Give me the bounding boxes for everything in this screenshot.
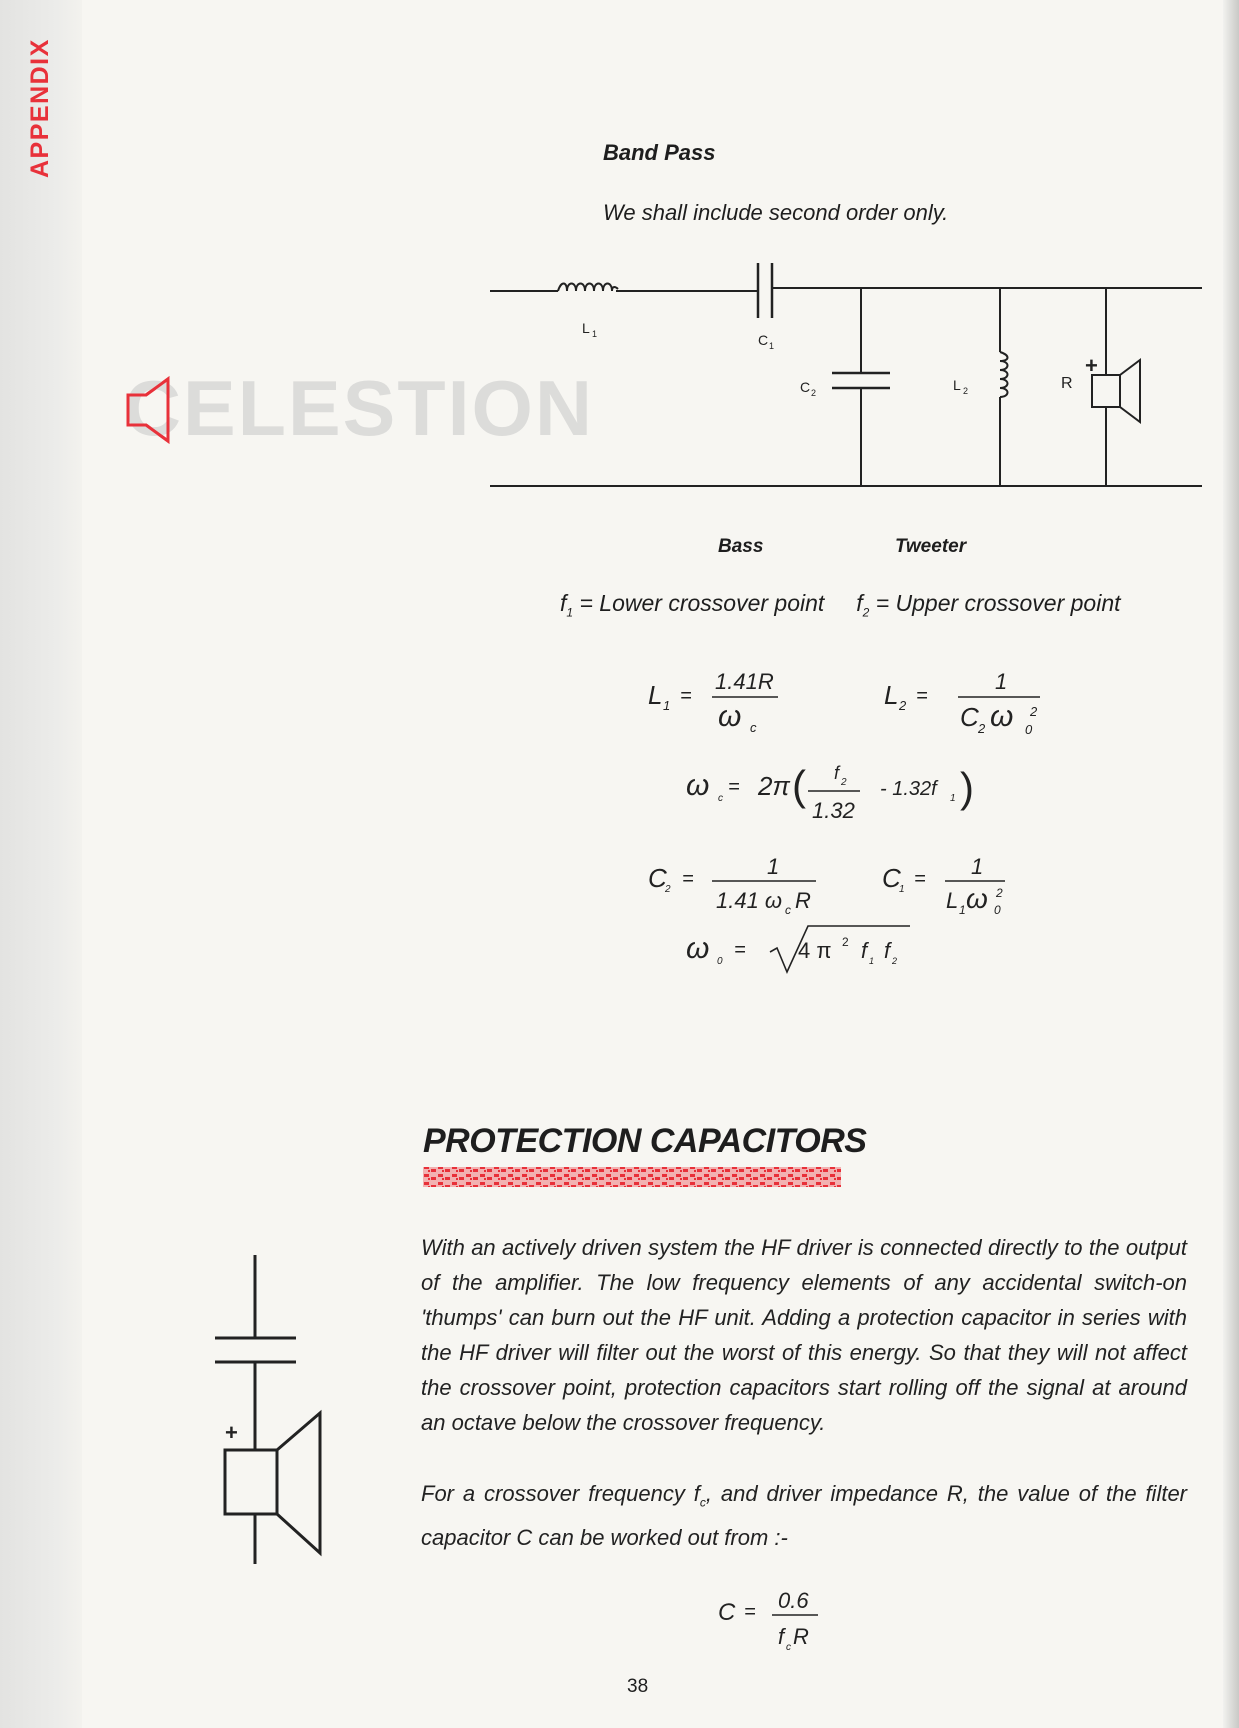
equation-c2	[648, 854, 816, 917]
svg-text:1: 1	[950, 793, 956, 804]
equation-omega-0	[686, 926, 910, 972]
logo-wordmark: CELESTION	[124, 375, 594, 445]
svg-text:c: c	[785, 903, 791, 917]
svg-text:R: R	[795, 888, 811, 913]
svg-text:c: c	[786, 1642, 791, 1653]
svg-text:0.6: 0.6	[778, 1588, 809, 1613]
svg-text:ω: ω	[966, 883, 988, 914]
inductor-l1-coil	[558, 284, 618, 292]
svg-text:4 π: 4 π	[798, 938, 832, 963]
band-pass-circuit	[0, 0, 1239, 520]
protection-paragraph-2: For a crossover frequency $f_c$, and driver impedance R, the value of the filter capacitor C can be worked out from :-	[421, 1481, 1188, 1551]
svg-text:0: 0	[994, 903, 1001, 917]
label-c2: C	[800, 379, 811, 395]
svg-text:=: =	[744, 1601, 756, 1623]
svg-text:1.41R: 1.41R	[715, 669, 774, 694]
hf-driver-speaker-icon	[225, 1413, 320, 1553]
svg-text:=: =	[916, 685, 928, 707]
heading-underline-texture	[423, 1165, 843, 1189]
svg-text:C: C	[648, 863, 667, 893]
svg-text:C: C	[882, 863, 901, 893]
protection-heading: PROTECTION CAPACITORS	[423, 1122, 867, 1160]
svg-text:R: R	[793, 1624, 809, 1649]
inductor-l2-coil	[1000, 352, 1008, 397]
svg-text:1: 1	[995, 669, 1008, 694]
svg-text:C: C	[960, 702, 979, 732]
svg-text:1: 1	[767, 854, 780, 879]
svg-text:1: 1	[869, 956, 875, 966]
equations-block	[0, 650, 1239, 1000]
tweeter-label: Tweeter	[895, 536, 967, 557]
svg-text:f: f	[778, 1624, 785, 1649]
svg-text:C: C	[718, 1599, 736, 1626]
svg-text:ω: ω	[718, 700, 742, 733]
svg-text:f: f	[834, 763, 840, 783]
svg-text:1: 1	[959, 903, 966, 917]
protection-paragraph-1: With an actively driven system the HF driver is connected directly to the output of the amplifier. The low frequency elements of any accidental switch-on 'thumps' can burn out the HF unit. Adding a protection capacitor in series with the HF driver will filter out the worst of this energy. So that they will not affect the crossover point, protection capacitors start rolling off the signal at around an octave below the crossover frequency.	[421, 1235, 1187, 1435]
svg-text:0: 0	[717, 956, 723, 967]
label-l1: L	[582, 320, 590, 336]
protection-capacitor-schematic	[200, 1250, 340, 1570]
svg-text:=: =	[680, 685, 692, 707]
svg-text:2: 2	[811, 388, 817, 398]
f2-definition: = Upper crossover point	[869, 590, 1121, 616]
svg-text:1: 1	[899, 884, 905, 895]
svg-text:2: 2	[963, 386, 969, 396]
equation-l1	[648, 669, 778, 735]
label-c1: C	[758, 332, 769, 348]
svg-text:2π: 2π	[758, 771, 790, 801]
page-number: 38	[627, 1676, 649, 1697]
svg-text:=: =	[914, 868, 926, 890]
f1-definition: = Lower crossover point	[573, 590, 825, 616]
f2-symbol: f	[856, 590, 863, 616]
svg-text:1: 1	[769, 341, 775, 351]
label-l2: L	[953, 377, 961, 393]
bass-label: Bass	[718, 536, 764, 557]
svg-text:- 1.32f: - 1.32f	[880, 778, 937, 800]
svg-text:f: f	[861, 938, 868, 963]
svg-text:f: f	[884, 938, 891, 963]
svg-text:2: 2	[978, 721, 986, 736]
svg-text:2: 2	[841, 777, 847, 788]
svg-text:L: L	[946, 888, 959, 913]
svg-text:c: c	[750, 720, 757, 735]
svg-text:(: (	[792, 762, 806, 809]
f1-symbol: f	[560, 590, 567, 616]
equation-c1	[882, 854, 1005, 917]
equation-omega-c	[686, 762, 974, 823]
tweeter-speaker-icon	[1092, 360, 1140, 422]
driver-plus-label: +	[225, 1420, 238, 1445]
svg-text:1: 1	[971, 854, 984, 879]
svg-text:c: c	[718, 793, 723, 804]
svg-text:ω: ω	[686, 932, 710, 965]
svg-text:2: 2	[842, 935, 849, 949]
appendix-label: APPENDIX	[26, 38, 54, 178]
svg-text:2: 2	[899, 698, 907, 713]
band-pass-heading: Band Pass	[603, 140, 716, 165]
band-pass-intro: We shall include second order only.	[603, 200, 949, 225]
svg-text:2: 2	[665, 884, 671, 895]
svg-text:ω: ω	[686, 769, 710, 802]
crossover-definitions: $f_1$ = Lower crossover point $f_2$ = Upper crossover point	[560, 590, 1121, 620]
protection-formula	[700, 1580, 850, 1660]
svg-text:ω: ω	[990, 700, 1014, 733]
svg-text:1.41 ω: 1.41 ω	[716, 888, 783, 913]
svg-text:=: =	[682, 868, 694, 890]
svg-text:2: 2	[996, 886, 1003, 900]
svg-text:1: 1	[592, 329, 598, 339]
svg-text:=: =	[728, 776, 740, 798]
svg-text:1: 1	[663, 698, 671, 713]
svg-text:1.32: 1.32	[812, 798, 855, 823]
svg-text:0: 0	[1025, 722, 1033, 737]
svg-text:=: =	[734, 939, 746, 961]
svg-text:2: 2	[892, 956, 898, 966]
svg-text:L: L	[648, 680, 663, 710]
equation-l2	[884, 669, 1040, 737]
label-r: R	[1061, 375, 1073, 392]
label-plus: +	[1085, 353, 1098, 378]
svg-text:): )	[960, 764, 974, 811]
svg-text:2: 2	[1030, 704, 1038, 719]
svg-text:L: L	[884, 680, 899, 710]
